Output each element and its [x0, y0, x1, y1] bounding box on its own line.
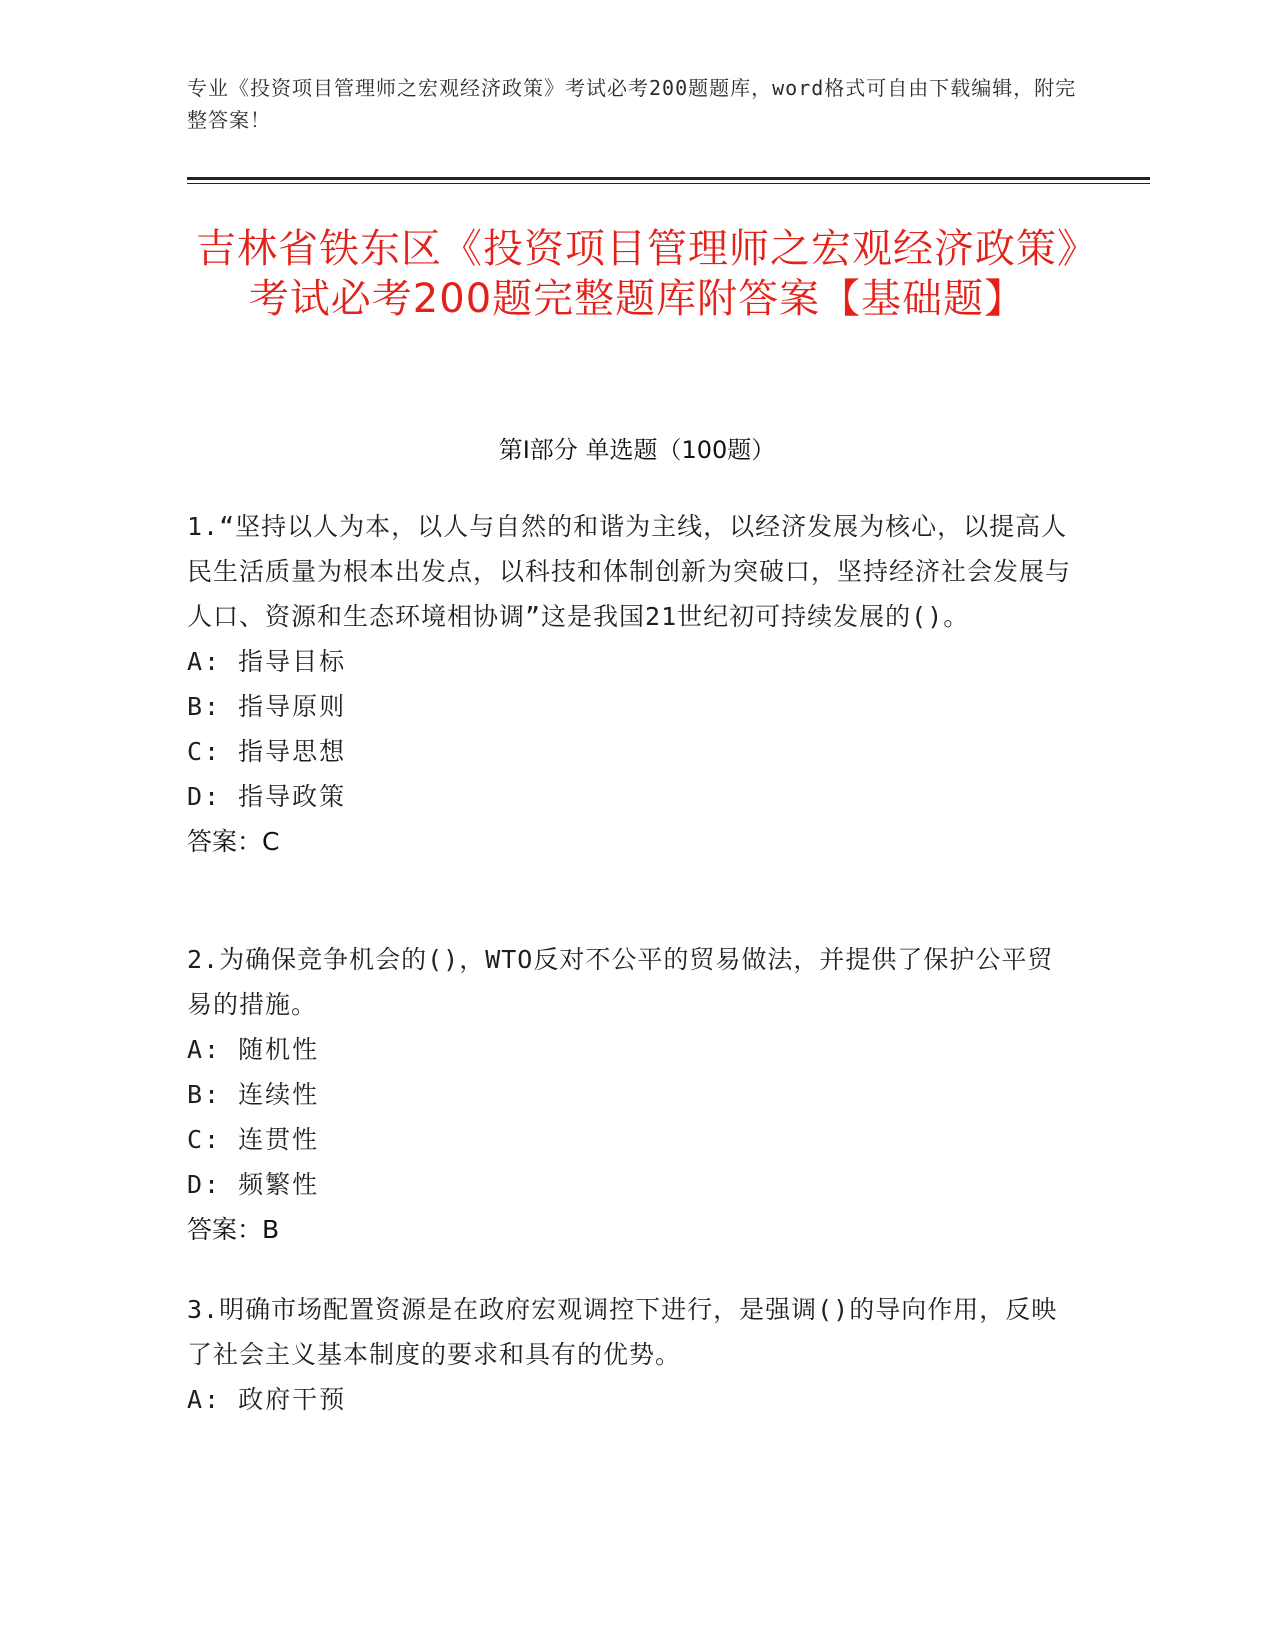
header-divider: [187, 177, 1150, 180]
option-d: D: 指导政策: [187, 782, 347, 811]
question-stem: 2.为确保竞争机会的()，WTO反对不公平的贸易做法，并提供了保护公平贸易的措施。: [187, 945, 1054, 1019]
question-1: [187, 504, 1077, 864]
question-stem: 3.明确市场配置资源是在政府宏观调控下进行，是强调()的导向作用，反映了社会主义基本制度的要求和具有的优势。: [187, 1295, 1058, 1369]
option-c: C: 连贯性: [187, 1125, 320, 1154]
option-b: B: 连续性: [187, 1080, 320, 1109]
option-a: A: 随机性: [187, 1035, 320, 1064]
option-c: C: 指导思想: [187, 737, 347, 766]
question-stem: 1.“坚持以人为本，以人与自然的和谐为主线，以经济发展为核心，以提高人民生活质量为根本出发点，以科技和体制创新为突破口，坚持经济社会发展与人口、资源和生态环境相协调”这是我国21世纪初可持续发展的()。: [187, 512, 1072, 631]
document-title: 吉林省铁东区《投资项目管理师之宏观经济政策》考试必考200题完整题库附答案【基础题】: [196, 226, 1078, 322]
question-3: [187, 1287, 1077, 1422]
question-2: [187, 937, 1077, 1252]
option-a: A: 指导目标: [187, 647, 347, 676]
section-title: 第I部分 单选题（100题）: [498, 436, 776, 464]
option-b: B: 指导原则: [187, 692, 347, 721]
header-note: 专业《投资项目管理师之宏观经济政策》考试必考200题题库，word格式可自由下载编辑，附完整答案！: [187, 76, 1077, 132]
option-a: A: 政府干预: [187, 1385, 347, 1414]
option-d: D: 频繁性: [187, 1170, 320, 1199]
answer: 答案：C: [187, 827, 280, 856]
answer: 答案：B: [187, 1215, 280, 1244]
header-divider-thin: [187, 183, 1150, 184]
